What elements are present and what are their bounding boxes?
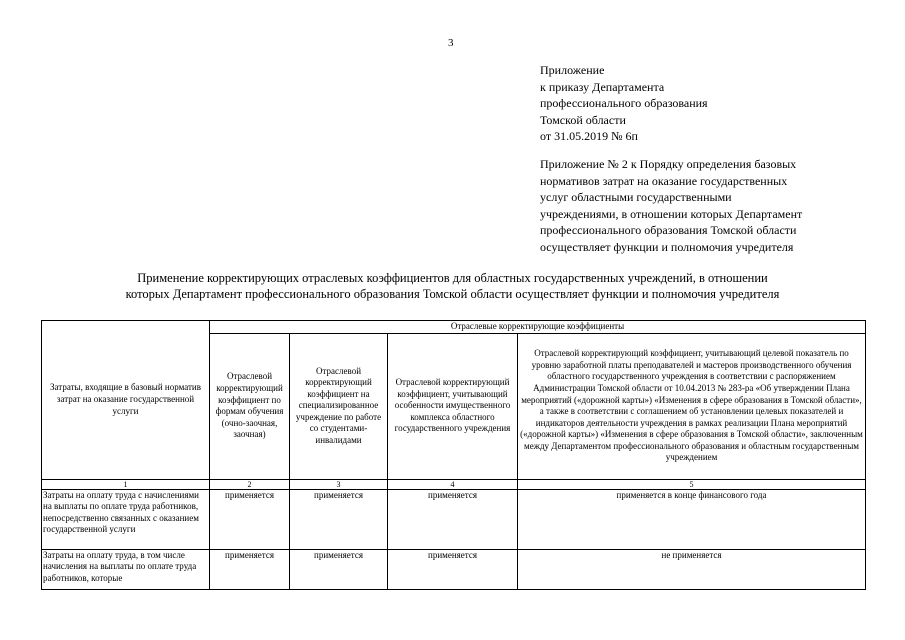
header-cost-type: Затраты, входящие в базовый норматив затрат на оказание государственной услуги [42,321,210,480]
appendix2-line: Приложение № 2 к Порядку определения базовых [540,157,797,171]
appendix2-block [540,156,802,255]
column-number: 1 [42,479,210,489]
table-row [42,489,866,549]
appendix-line: Томской области [540,112,626,127]
table-row [42,549,866,589]
header-coef-disabled-students: Отраслевой корректирующий коэффициент на специализированное учреждение по работе со студентами-инвалидами [290,333,388,479]
column-number: 3 [290,479,388,489]
header-coef-salary-target: Отраслевой корректирующий коэффициент, учитывающий целевой показатель по уровню заработной платы преподавателей и мастеров производственного обучения областного государственного учреждения в соответствии с распоряжением Администрации Томской области от 10.04.2013 № 283-ра «Об утверждении Плана мероприятий («дорожной карты») «Изменения в сфере образования в Томской области», а также в соответствии с соглашением об установлении целевых показателей и индикаторов деятельности учреждения в рамках реализации Плана мероприятий («дорожной карты») «Изменения в сфере образования в Томской области», заключенным между Департаментом профессионального образования и областным государственным учреждением [518,333,866,479]
appendix2-line: учреждениями, в отношении которых Департамент [540,206,803,221]
header-coef-education-form: Отраслевой корректирующий коэффициент по формам обучения (очно-заочная, заочная) [210,333,290,479]
document-title [40,270,865,302]
appendix-line: от 31.05.2019 № 6п [540,129,638,143]
cost-cell: Затраты на оплату труда, в том числе начисления на выплаты по оплате труда работников, которые [42,549,210,589]
value-cell: применяется в конце финансового года [518,489,866,549]
appendix2-line: профессионального образования Томской области [540,223,797,237]
value-cell: применяется [210,489,290,549]
value-cell: не применяется [518,549,866,589]
header-group-coefficients: Отраслевые корректирующие коэффициенты [210,321,866,334]
value-cell: применяется [388,549,518,589]
value-cell: применяется [290,549,388,589]
column-number: 5 [518,479,866,489]
page-number: 3 [448,37,454,49]
title-line-1: Применение корректирующих отраслевых коэффициентов для областных государственных учреждений, в отношении [137,271,768,285]
title-line-2: которых Департамент профессионального образования Томской области осуществляет функции и полномочия учредителя [125,287,780,301]
cost-cell: Затраты на оплату труда с начислениями на выплаты по оплате труда работников, непосредственно связанных с оказанием государственной услуги [42,489,210,549]
appendix-block [540,62,708,145]
column-number: 4 [388,479,518,489]
appendix-line: к приказу Департамента [540,79,665,94]
appendix-line: Приложение [540,63,605,77]
coefficients-table [41,320,866,590]
appendix2-line: нормативов затрат на оказание государственных [540,173,788,188]
header-coef-property-complex: Отраслевой корректирующий коэффициент, учитывающий особенности имущественного комплекса областного государственного учреждения [388,333,518,479]
appendix2-line: услуг областными государственными [540,190,732,204]
value-cell: применяется [210,549,290,589]
appendix2-line: осуществляет функции и полномочия учредителя [540,239,794,254]
value-cell: применяется [290,489,388,549]
column-number: 2 [210,479,290,489]
value-cell: применяется [388,489,518,549]
appendix-line: профессионального образования [540,96,708,110]
